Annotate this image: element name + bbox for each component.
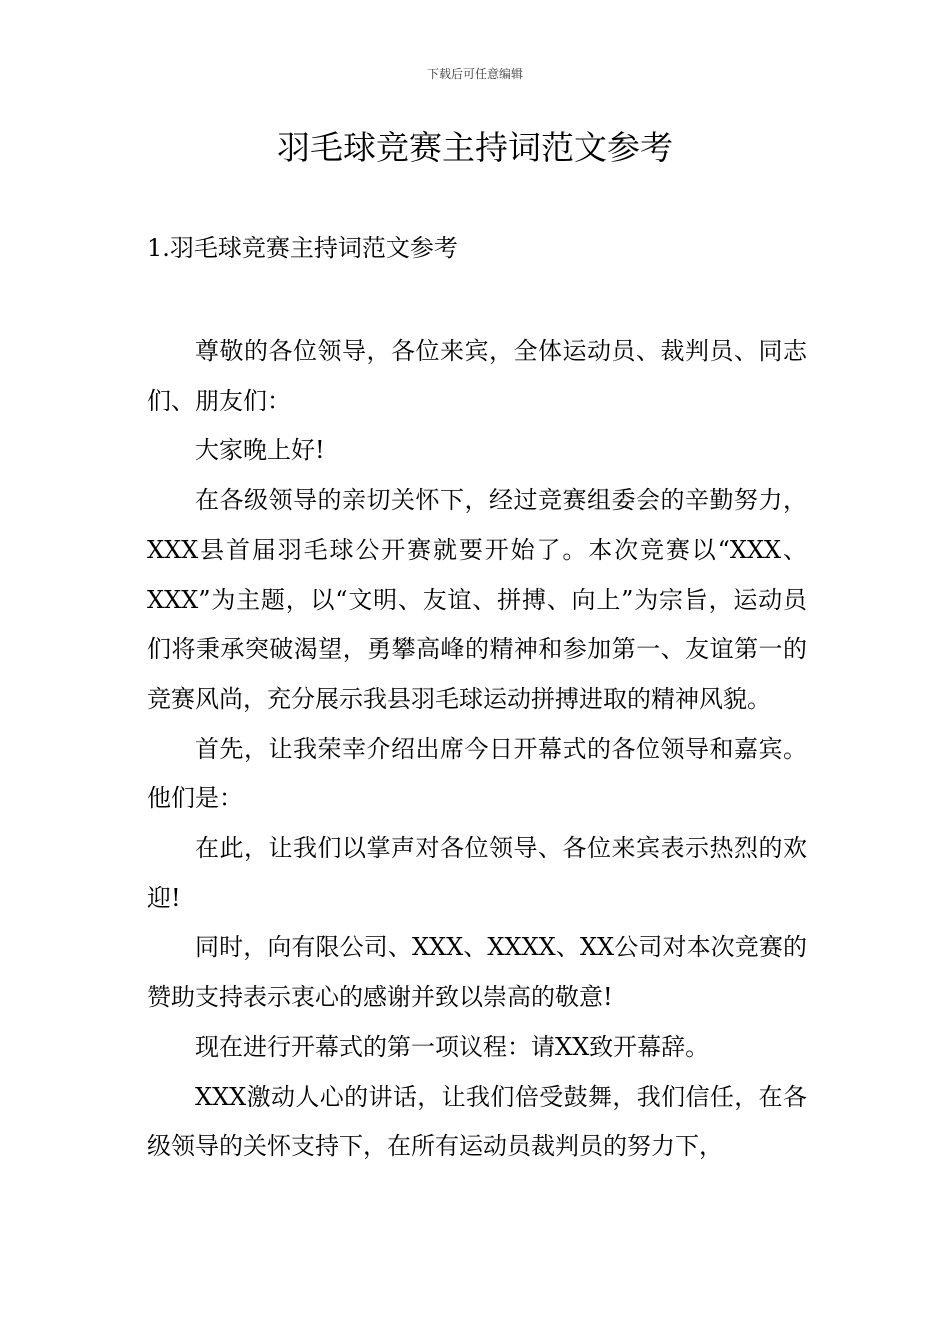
paragraph: 尊敬的各位领导，各位来宾，全体运动员、裁判员、同志们、朋友们： <box>147 337 807 415</box>
section-heading: 1.羽毛球竞赛主持词范文参考 <box>147 234 458 262</box>
paragraph: 在各级领导的亲切关怀下，经过竞赛组委会的辛勤努力，XXX县首届羽毛球公开赛就要开始了。本次竞赛以“XXX、XXX”为主题，以“文明、友谊、拼搏、向上”为宗旨，运动员们将秉承突破渴望，勇攀高峰的精神和参加第一、友谊第一的竞赛风尚，充分展示我县羽毛球运动拼搏进取的精神风貌。 <box>147 486 807 713</box>
header-note: 下载后可任意编辑 <box>426 67 523 81</box>
document-body <box>147 327 807 1172</box>
paragraph: XXX激动人心的讲话，让我们倍受鼓舞，我们信任，在各级领导的关怀支持下，在所有运动员裁判员的努力下， <box>147 1082 807 1161</box>
paragraph: 同时，向有限公司、XXX、XXXX、XX公司对本次竞赛的赞助支持表示衷心的感谢并致以崇高的敬意! <box>147 933 807 1012</box>
paragraph: 大家晚上好! <box>195 436 325 465</box>
paragraph: 现在进行开幕式的第一项议程：请XX致开幕辞。 <box>195 1032 710 1061</box>
paragraph: 首先，让我荣幸介绍出席今日开幕式的各位领导和嘉宾。他们是： <box>147 734 807 813</box>
paragraph: 在此，让我们以掌声对各位领导、各位来宾表示热烈的欢迎! <box>147 834 807 912</box>
document-title: 羽毛球竞赛主持词范文参考 <box>277 128 673 167</box>
